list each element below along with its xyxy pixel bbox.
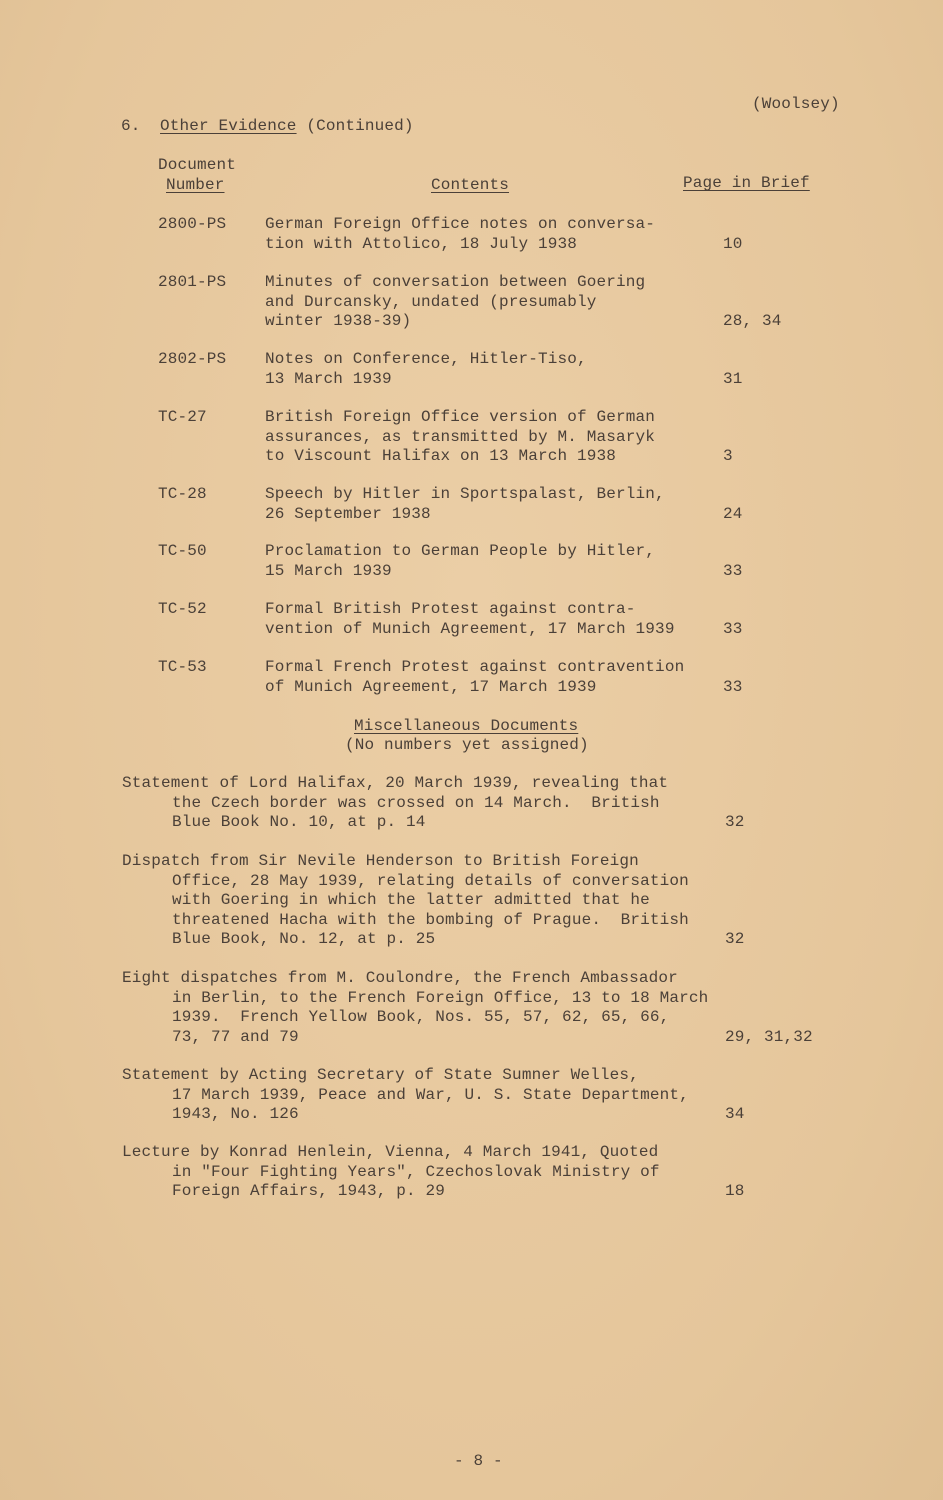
contents-line: of Munich Agreement, 17 March 1939: [265, 677, 597, 696]
contents-line: to Viscount Halifax on 13 March 1938: [265, 447, 617, 465]
misc-item-line: with Goering in which the latter admitted that he: [172, 891, 650, 909]
doc-number: TC-53: [158, 658, 207, 676]
contents-line: winter 1938-39): [265, 312, 412, 330]
misc-item-text: [122, 1066, 689, 1125]
misc-item-text: [122, 852, 689, 950]
contents-line: Notes on Conference, Hitler-Tiso,: [265, 350, 587, 368]
contents-line: Formal British Protest against contra-: [265, 600, 636, 618]
misc-item-line: Dispatch from Sir Nevile Henderson to British Foreign: [122, 852, 639, 870]
doc-contents: [265, 273, 645, 332]
author-label: (Woolsey): [752, 95, 840, 113]
misc-item-line: 17 March 1939, Peace and War, U. S. State Department,: [172, 1085, 689, 1104]
contents-line: assurances, as transmitted by M. Masaryk: [265, 427, 656, 446]
section-heading: [121, 117, 414, 137]
contents-line: 15 March 1939: [265, 561, 392, 580]
page-in-brief: 31: [723, 369, 743, 388]
misc-item-line: Lecture by Konrad Henlein, Vienna, 4 March 1941, Quoted: [122, 1143, 659, 1161]
doc-number: TC-50: [158, 542, 207, 560]
doc-contents: [265, 408, 655, 467]
misc-item-text: [122, 969, 708, 1047]
doc-contents: [265, 658, 684, 697]
contents-line: vention of Munich Agreement, 17 March 1939: [265, 619, 675, 638]
misc-subtitle: (No numbers yet assigned): [345, 736, 589, 754]
misc-item-line: Statement of Lord Halifax, 20 March 1939, revealing that: [122, 774, 669, 792]
doc-number: 2801-PS: [158, 273, 227, 291]
misc-item-line: Eight dispatches from M. Coulondre, the French Ambassador: [122, 969, 678, 987]
doc-contents: [265, 485, 665, 524]
column-header-doc-number-line1: Document: [158, 156, 237, 174]
page-in-brief: 33: [723, 561, 743, 580]
doc-number: TC-52: [158, 600, 207, 618]
doc-number: TC-27: [158, 408, 207, 426]
doc-number: 2800-PS: [158, 215, 227, 233]
page-in-brief: 10: [723, 234, 743, 253]
column-header-contents: Contents: [431, 176, 510, 194]
contents-line: 13 March 1939: [265, 369, 392, 388]
section-title: Other Evidence: [160, 117, 297, 135]
misc-item-line: in Berlin, to the French Foreign Office, 13 to 18 March: [172, 988, 709, 1007]
contents-line: Minutes of conversation between Goering: [265, 273, 646, 291]
section-number: 6.: [121, 117, 141, 135]
misc-item-line: Blue Book, No. 12, at p. 25: [172, 930, 436, 948]
doc-contents: [265, 215, 655, 254]
page-in-brief: 29, 31,32: [725, 1027, 813, 1046]
doc-contents: [265, 600, 675, 639]
section-suffix: (Continued): [306, 117, 414, 135]
page-number: - 8 -: [454, 1452, 503, 1470]
misc-item-line: 1943, No. 126: [172, 1105, 299, 1123]
page-in-brief: 34: [725, 1105, 745, 1123]
misc-title: Miscellaneous Documents: [354, 717, 579, 735]
page-in-brief: 18: [725, 1182, 745, 1200]
contents-line: Proclamation to German People by Hitler,: [265, 542, 656, 560]
misc-item-text: [122, 1143, 660, 1202]
page-in-brief: 28, 34: [723, 312, 782, 330]
page-in-brief: 33: [723, 677, 743, 696]
misc-item-line: Statement by Acting Secretary of State Sumner Welles,: [122, 1066, 639, 1084]
misc-item-line: Office, 28 May 1939, relating details of conversation: [172, 871, 689, 890]
page-in-brief: 33: [723, 619, 743, 638]
doc-contents: [265, 542, 655, 581]
misc-item-line: threatened Hacha with the bombing of Prague. British: [172, 910, 689, 929]
misc-item-line: Blue Book No. 10, at p. 14: [172, 813, 426, 831]
page-in-brief: 32: [725, 930, 745, 948]
misc-item-text: [122, 774, 668, 833]
misc-item-line: Foreign Affairs, 1943, p. 29: [172, 1182, 446, 1200]
column-header-page: Page in Brief: [683, 174, 810, 192]
misc-item-line: the Czech border was crossed on 14 March. British: [172, 793, 660, 812]
doc-contents: [265, 350, 587, 389]
contents-line: Speech by Hitler in Sportspalast, Berlin,: [265, 485, 665, 503]
page-in-brief: 3: [723, 447, 733, 465]
misc-item-line: 73, 77 and 79: [172, 1027, 299, 1046]
contents-line: German Foreign Office notes on conversa-: [265, 215, 656, 233]
column-header-doc-number-line2: Number: [166, 175, 225, 194]
misc-item-line: 1939. French Yellow Book, Nos. 55, 57, 62, 65, 66,: [172, 1008, 670, 1026]
contents-line: tion with Attolico, 18 July 1938: [265, 234, 578, 253]
column-header-doc-number: [158, 156, 236, 195]
misc-item-line: in "Four Fighting Years", Czechoslovak Ministry of: [172, 1162, 660, 1181]
contents-line: 26 September 1938: [265, 504, 431, 523]
contents-line: British Foreign Office version of German: [265, 408, 656, 426]
contents-line: and Durcansky, undated (presumably: [265, 292, 597, 311]
doc-number: 2802-PS: [158, 350, 227, 368]
contents-line: Formal French Protest against contravention: [265, 658, 685, 676]
page-in-brief: 24: [723, 504, 743, 523]
page-in-brief: 32: [725, 813, 745, 831]
doc-number: TC-28: [158, 485, 207, 503]
